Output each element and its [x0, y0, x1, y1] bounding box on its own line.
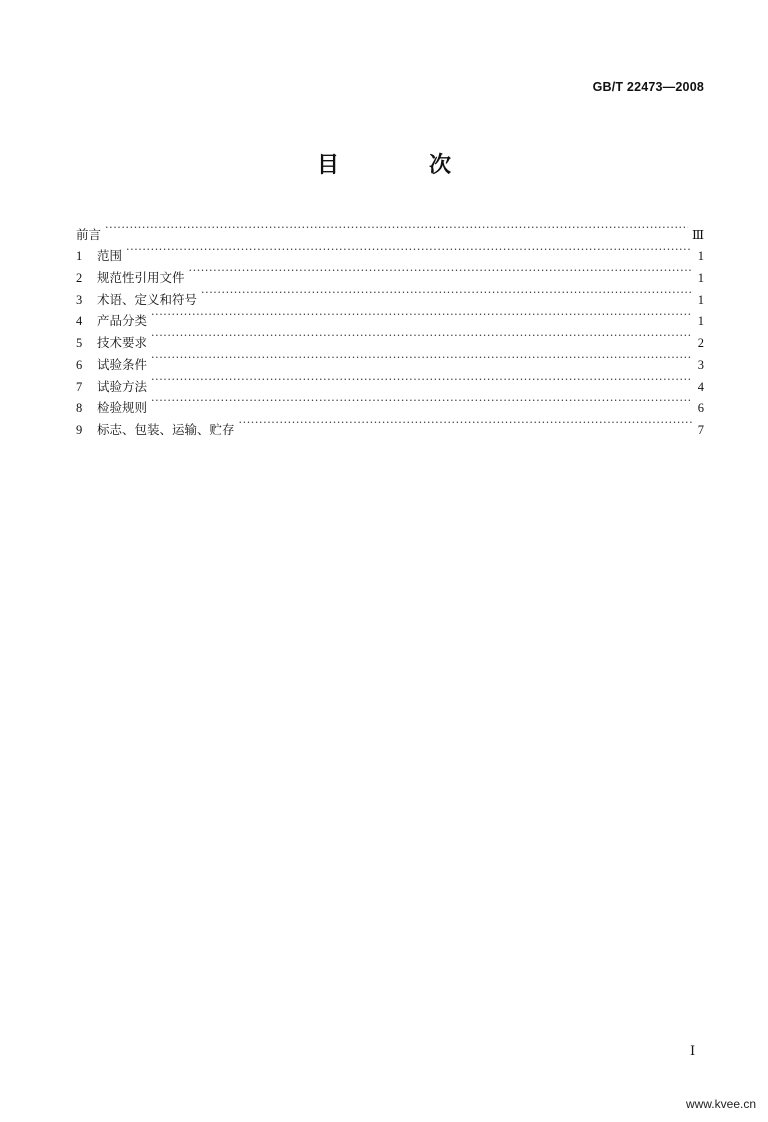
- toc-entry-4[interactable]: [76, 304, 704, 329]
- toc-entry-1[interactable]: [76, 239, 704, 264]
- page-title: 目 次: [316, 153, 485, 178]
- toc-leader-dots: [126, 239, 692, 261]
- toc-entry-label: 试验方法: [97, 378, 148, 394]
- toc-entry-label: 前言: [76, 226, 102, 242]
- toc-leader-dots: [151, 391, 692, 413]
- toc-entry-page: 1: [697, 271, 704, 286]
- toc-entry-page: 1: [697, 249, 704, 264]
- toc-entry-7[interactable]: [76, 369, 704, 394]
- toc-entry-number: 7: [76, 379, 83, 394]
- toc-entry-number: 3: [76, 292, 83, 307]
- toc-entry-page: 1: [697, 292, 704, 307]
- standard-code: GB/T 22473—2008: [592, 80, 704, 94]
- toc-entry-label: 技术要求: [97, 335, 148, 351]
- toc-entry-2[interactable]: [76, 260, 704, 286]
- toc-entry-page: 6: [697, 401, 704, 416]
- toc-entry-number: 4: [76, 314, 83, 329]
- toc-entry-page: 4: [697, 379, 704, 394]
- toc-leader-dots: [151, 347, 692, 369]
- toc-entry-number: 8: [76, 401, 83, 416]
- table-of-contents: [76, 217, 704, 437]
- toc-entry-number: 1: [76, 249, 83, 264]
- toc-entry-number: 9: [76, 422, 83, 437]
- toc-entry-label: 术语、定义和符号: [97, 291, 198, 307]
- toc-entry-number: 2: [76, 271, 83, 286]
- toc-leader-dots: [201, 282, 692, 304]
- toc-entry-label: 产品分类: [97, 313, 148, 329]
- toc-entry-label: 范围: [97, 248, 123, 264]
- site-watermark: www.kvee.cn: [685, 1097, 756, 1111]
- toc-entry-8[interactable]: [76, 391, 704, 416]
- toc-entry-label: 试验条件: [97, 356, 148, 372]
- toc-entry-number: 5: [76, 336, 83, 351]
- toc-leader-dots: [189, 260, 692, 282]
- toc-entry-5[interactable]: [76, 325, 704, 351]
- toc-entry-page: 3: [697, 357, 704, 372]
- toc-leader-dots: [151, 325, 692, 347]
- page-number: Ⅰ: [690, 1043, 696, 1058]
- toc-entry-label: 标志、包装、运输、贮存: [97, 421, 235, 437]
- toc-entry-foreword[interactable]: [76, 217, 704, 242]
- toc-entry-page: 7: [697, 422, 704, 437]
- toc-entry-label: 规范性引用文件: [97, 270, 185, 286]
- toc-entry-page: Ⅲ: [691, 227, 704, 242]
- toc-leader-dots: [239, 412, 692, 434]
- toc-entry-6[interactable]: [76, 347, 704, 372]
- toc-entry-page: 2: [697, 336, 704, 351]
- toc-leader-dots: [105, 217, 688, 239]
- toc-entry-number: 6: [76, 357, 83, 372]
- toc-leader-dots: [151, 304, 692, 326]
- toc-entry-9[interactable]: [76, 412, 704, 437]
- toc-entry-page: 1: [697, 314, 704, 329]
- toc-entry-label: 检验规则: [97, 400, 148, 416]
- toc-leader-dots: [151, 369, 692, 391]
